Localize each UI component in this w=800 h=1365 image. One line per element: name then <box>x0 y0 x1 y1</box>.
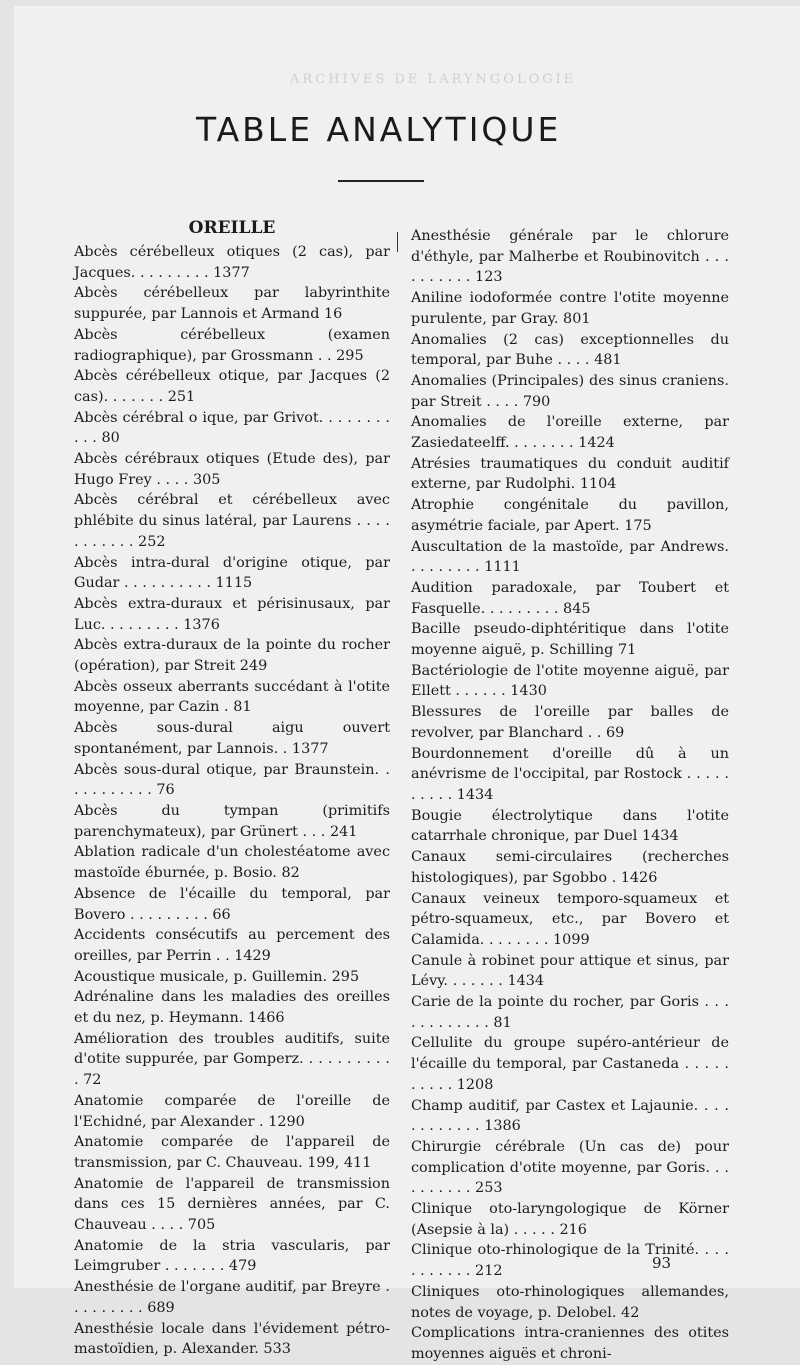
entry-text: Abcès osseux aberrants succédant à l'otite moyenne, par Cazin . <box>74 678 390 716</box>
entry-text: Amélioration des troubles auditifs, suite d'otite suppurée, par Gomperz. . . . . . . . . . . <box>74 1030 390 1089</box>
entry-text: Chirurgie cérébrale (Un cas de) pour complication d'otite moyenne, par Goris. . . . . . . . . . <box>411 1138 729 1197</box>
index-entry <box>74 635 390 676</box>
entry-text: Cliniques oto-rhinologiques allemandes, notes de voyage, p. Delobel. <box>411 1283 729 1321</box>
entry-page-number: 72 <box>83 1072 102 1089</box>
index-entry <box>411 412 729 453</box>
entry-text: Complications intra-craniennes des otites moyennes aiguës et chroni- <box>411 1325 729 1362</box>
index-entry <box>411 495 729 536</box>
index-entry <box>411 454 729 495</box>
entry-text: Abcès sous-dural aigu ouvert spontanément, par Lannois. . <box>74 720 390 757</box>
title-rule <box>338 180 424 182</box>
entry-page-number: 66 <box>212 906 231 923</box>
index-entry <box>411 330 729 371</box>
entry-page-number: 82 <box>281 865 300 882</box>
entry-page-number: 212 <box>475 1263 503 1280</box>
index-entry <box>411 1323 729 1364</box>
entry-text: Auscultation de la mastoïde, par Andrews. . . . . . . . . <box>411 538 729 576</box>
index-entry <box>411 806 729 847</box>
entry-text: Aniline iodoformée contre l'otite moyenne purulente, par Gray. <box>411 290 729 327</box>
entry-page-number: 1099 <box>553 931 590 948</box>
entry-text: Anesthésie de l'organe auditif, par Breyre . . . . . . . . . <box>74 1279 390 1316</box>
page-title: TABLE ANALYTIQUE <box>196 110 562 149</box>
index-entry <box>411 1240 729 1281</box>
entry-text: Acoustique musicale, p. Guillemin. <box>74 968 328 985</box>
index-entry <box>74 242 390 283</box>
entry-page-number: 295 <box>331 968 360 985</box>
entry-page-number: 1434 <box>507 973 545 990</box>
entry-page-number: 1290 <box>268 1113 305 1130</box>
index-entry <box>74 1029 390 1091</box>
entry-page-number: 1376 <box>183 616 220 633</box>
entry-page-number: 1208 <box>456 1076 494 1093</box>
entry-page-number: 533 <box>263 1341 291 1358</box>
entry-text: Anatomie comparée de l'appareil de transmission, par C. Chauveau. <box>74 1134 390 1171</box>
index-entry <box>74 490 390 552</box>
entry-page-number: 249 <box>239 658 268 675</box>
index-entry <box>411 889 729 951</box>
entry-page-number: 1386 <box>484 1118 521 1135</box>
index-entry <box>74 1174 390 1236</box>
index-entry <box>411 1282 729 1323</box>
entry-text: Abcès sous-dural otique, par Braunstein. . . . . . . . . . . <box>74 761 390 799</box>
entry-text: Anesthésie locale dans l'évidement pétro-mastoïdien, p. Alexander. <box>74 1320 390 1358</box>
entry-page-number: 1426 <box>620 869 658 886</box>
index-entry <box>411 992 729 1033</box>
entry-text: Absence de l'écaille du temporal, par Bovero . . . . . . . . . <box>74 885 390 923</box>
entry-text: Anomalies (Principales) des sinus craniens. par Streit . . . . <box>411 372 729 410</box>
right-column <box>411 226 729 1365</box>
entry-page-number: 705 <box>187 1217 216 1234</box>
running-head: ARCHIVES DE LARYNGOLOGIE <box>290 72 577 87</box>
entry-page-number: 69 <box>606 724 625 741</box>
entry-page-number: 81 <box>233 699 252 716</box>
index-entry <box>411 226 729 288</box>
entry-text: Canaux semi-circulaires (recherches histologiques), par Sgobbo . <box>411 849 729 886</box>
entry-text: Ablation radicale d'un cholestéatome avec mastoïde éburnée, p. Bosio. <box>74 844 390 882</box>
section-heading: OREILLE <box>188 218 276 238</box>
entry-page-number: 305 <box>192 471 221 488</box>
left-column <box>74 218 390 1360</box>
entry-text: Atrésies traumatiques du conduit auditif externe, par Rudolphi. <box>411 455 729 493</box>
index-entry <box>411 288 729 329</box>
entry-page-number: 251 <box>167 388 196 405</box>
entry-text: Abcès intra-dural d'origine otique, par Gudar . . . . . . . . . . <box>74 554 390 592</box>
entry-page-number: 845 <box>563 600 591 617</box>
index-entry <box>74 366 390 407</box>
entry-text: Clinique oto-laryngologique de Körner (Asepsie à la) . . . . . <box>411 1201 729 1238</box>
entry-page-number: 175 <box>624 517 652 534</box>
index-entry <box>74 1277 390 1318</box>
index-entry <box>74 325 390 366</box>
entry-text: Canaux veineux temporo-squameux et pétro-squameux, etc., par Bovero et Calamida. . . . . . . . <box>411 890 729 948</box>
index-entry <box>74 449 390 490</box>
entry-text: Abcès cérébraux otiques (Etude des), par Hugo Frey . . . . <box>74 451 390 488</box>
entry-text: Bourdonnement d'oreille dû à un anévrisme de l'occipital, par Rostock . . . . . . . . . . <box>411 745 729 803</box>
entry-text: Abcès cérébral et cérébelleux avec phlébite du sinus latéral, par Laurens . . . . . . . . . . . <box>74 492 390 550</box>
index-entry <box>411 1033 729 1095</box>
entry-page-number: 1377 <box>291 740 329 757</box>
entry-text: Champ auditif, par Castex et Lajaunie. . . . . . . . . . . . <box>411 1097 729 1135</box>
entry-page-number: 1104 <box>579 476 617 493</box>
entry-text: Carie de la pointe du rocher, par Goris . . . . . . . . . . . . <box>411 994 729 1031</box>
entry-page-number: 199, 411 <box>307 1154 372 1171</box>
index-entry <box>74 283 390 324</box>
index-entry <box>74 718 390 759</box>
entry-text: Abcès du tympan (primitifs parenchymateux), par Grünert . . . <box>74 802 390 840</box>
entry-page-number: 241 <box>329 823 358 840</box>
index-entry <box>411 537 729 578</box>
index-entry <box>74 884 390 925</box>
index-entry <box>74 967 390 988</box>
index-entry <box>411 661 729 702</box>
entry-page-number: 123 <box>475 269 503 286</box>
index-entry <box>74 408 390 449</box>
entry-page-number: 252 <box>138 533 166 550</box>
entry-page-number: 1430 <box>510 683 547 700</box>
entry-text: Anesthésie générale par le chlorure d'éthyle, par Malherbe et Roubinovitch . . . . . . . . . . <box>411 228 729 286</box>
entry-text: Adrénaline dans les maladies des oreilles et du nez, p. Heymann. <box>74 989 390 1027</box>
index-entry <box>74 553 390 594</box>
index-entry <box>74 677 390 718</box>
entry-text: Blessures de l'oreille par balles de revolver, par Blanchard . . <box>411 704 729 741</box>
entry-page-number: 81 <box>493 1014 512 1031</box>
entry-text: Abcès cérébral o ique, par Grivot. . . . . . . . . . . <box>74 409 390 447</box>
index-entry <box>411 1199 729 1240</box>
index-entry <box>74 760 390 801</box>
index-entry <box>74 925 390 966</box>
entry-page-number: 16 <box>323 306 343 323</box>
index-entry <box>74 1091 390 1132</box>
entry-text: Atrophie congénitale du pavillon, asymétrie faciale, par Apert. <box>411 497 729 534</box>
entry-page-number: 253 <box>475 1180 503 1197</box>
entry-page-number: 1424 <box>578 435 615 452</box>
index-entry <box>74 842 390 883</box>
index-entry <box>411 744 729 806</box>
entry-page-number: 1111 <box>484 559 521 576</box>
entry-page-number: 1115 <box>215 575 253 592</box>
entry-text: Audition paradoxale, par Toubert et Fasquelle. . . . . . . . . <box>411 579 729 617</box>
entry-page-number: 1466 <box>247 1010 285 1027</box>
index-entry <box>411 619 729 660</box>
index-entry <box>74 1236 390 1277</box>
index-entry <box>411 578 729 619</box>
entry-text: Abcès cérébelleux otique, par Jacques (2 cas). . . . . . . <box>74 368 390 405</box>
entry-text: Abcès extra-duraux de la pointe du rocher (opération), par Streit <box>74 637 390 675</box>
column-divider <box>397 232 398 252</box>
entry-page-number: 1429 <box>234 947 271 964</box>
entry-text: Abcès cérébelleux (examen radiographique), par Grossmann . . <box>74 326 390 364</box>
entry-page-number: 1434 <box>641 828 679 845</box>
entry-page-number: 80 <box>101 430 120 447</box>
page-number: 93 <box>652 1254 672 1272</box>
entry-page-number: 216 <box>559 1221 587 1238</box>
entry-text: Abcès cérébelleux par labyrinthite suppurée, par Lannois et Armand <box>74 285 390 323</box>
index-entry <box>411 1137 729 1199</box>
entry-page-number: 295 <box>336 347 364 364</box>
entry-page-number: 76 <box>156 782 175 799</box>
index-entry <box>411 847 729 888</box>
entry-text: Canule à robinet pour attique et sinus, par Lévy. . . . . . . <box>411 952 729 990</box>
index-entry <box>74 1319 390 1360</box>
entry-page-number: 481 <box>594 352 622 369</box>
entry-text: Anomalies de l'oreille externe, par Zasiedateelff. . . . . . . . <box>411 414 729 452</box>
index-entry <box>74 987 390 1028</box>
entry-page-number: 42 <box>621 1304 640 1321</box>
entry-text: Bactériologie de l'otite moyenne aiguë, par Ellett . . . . . . <box>411 662 729 700</box>
entry-text: Abcès cérébelleux otiques (2 cas), par Jacques. . . . . . . . . <box>74 244 390 281</box>
index-entry <box>74 1132 390 1173</box>
entry-text: Bacille pseudo-diphtéritique dans l'otite moyenne aiguë, p. Schilling <box>411 621 729 659</box>
index-entry <box>74 594 390 635</box>
entry-text: Bougie électrolytique dans l'otite catarrhale chronique, par Duel <box>411 807 729 845</box>
entry-page-number: 479 <box>228 1258 257 1275</box>
entry-text: Anomalies (2 cas) exceptionnelles du temporal, par Buhe . . . . <box>411 331 729 369</box>
entry-page-number: 689 <box>147 1299 175 1316</box>
entry-text: Abcès extra-duraux et périsinusaux, par Luc. . . . . . . . . <box>74 595 390 633</box>
index-entry <box>411 951 729 992</box>
entry-text: Anatomie de l'appareil de transmission dans ces 15 dernières années, par C. Chauveau . . . . <box>74 1175 390 1234</box>
entry-page-number: 1434 <box>456 786 494 803</box>
entry-text: Anatomie comparée de l'oreille de l'Echidné, par Alexander . <box>74 1092 390 1130</box>
index-entry <box>411 1096 729 1137</box>
entry-page-number: 790 <box>522 393 551 410</box>
entry-page-number: 1377 <box>213 264 250 281</box>
entry-text: Anatomie de la stria vascularis, par Leimgruber . . . . . . . <box>74 1237 390 1275</box>
index-entry <box>411 371 729 412</box>
entry-page-number: 801 <box>563 310 591 327</box>
index-entry <box>74 801 390 842</box>
entry-page-number: 71 <box>617 642 637 659</box>
entry-text: Accidents consécutifs au percement des oreilles, par Perrin . . <box>74 927 390 964</box>
index-entry <box>411 702 729 743</box>
entry-text: Cellulite du groupe supéro-antérieur de l'écaille du temporal, par Castaneda . . . . . . . . . . <box>411 1035 729 1093</box>
entry-text: Clinique oto-rhinologique de la Trinité. . . . . . . . . . . <box>411 1242 729 1280</box>
